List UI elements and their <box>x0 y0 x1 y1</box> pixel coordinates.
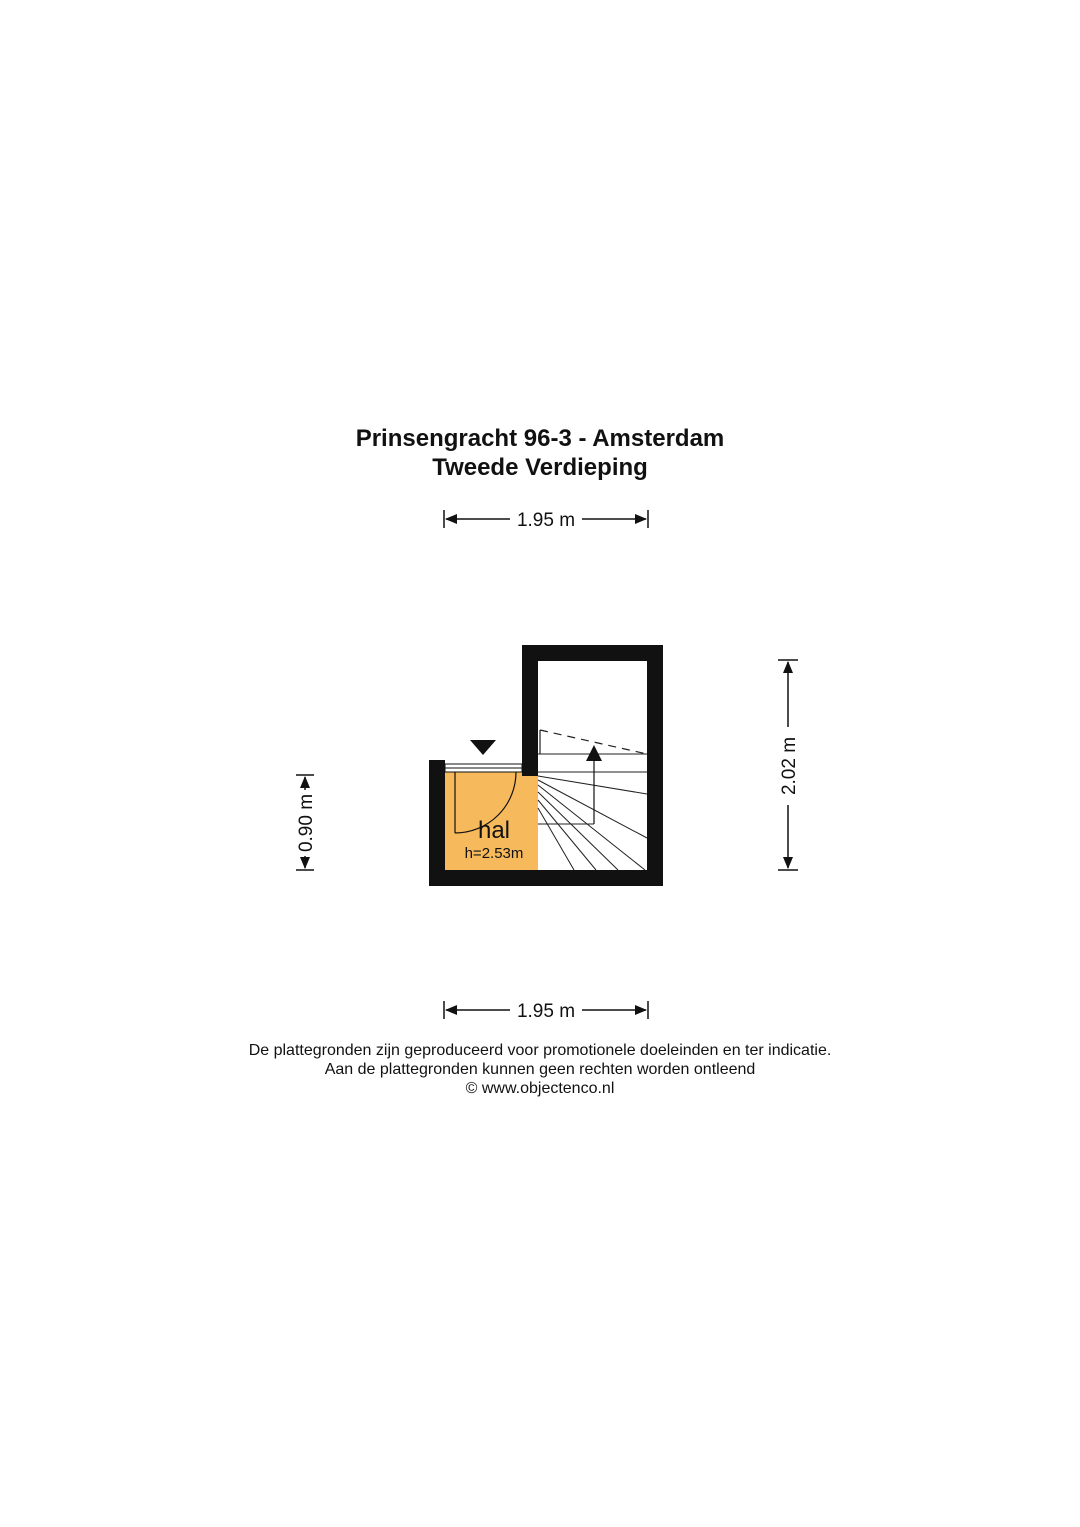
wall-right <box>647 645 663 886</box>
wall-partition <box>522 645 538 776</box>
dimension-left-label: 0.90 m <box>296 793 317 853</box>
room-hal-height: h=2.53m <box>464 845 524 862</box>
dimension-top-label: 1.95 m <box>516 510 576 531</box>
plan-title-floor: Tweede Verdieping <box>432 454 648 481</box>
dimension-left-height <box>296 775 317 870</box>
door-threshold <box>445 764 522 772</box>
plan-title-address: Prinsengracht 96-3 - Amsterdam <box>355 425 725 452</box>
dimension-bottom-width <box>444 1001 648 1022</box>
dimension-right-height <box>778 660 800 870</box>
entrance-marker-icon <box>470 740 496 755</box>
staircase-icon <box>538 754 647 870</box>
disclaimer-line-1: De plattegronden zijn geproduceerd voor promotionele doeleinden en ter indicatie. <box>248 1042 832 1059</box>
disclaimer-copyright: © www.objectenco.nl <box>465 1080 615 1097</box>
wall-bottom <box>429 870 663 886</box>
disclaimer-line-2: Aan de plattegronden kunnen geen rechten worden ontleend <box>324 1061 756 1078</box>
wall-left <box>429 760 445 886</box>
dimension-top-width <box>444 510 648 531</box>
wall-top <box>522 645 663 661</box>
dimension-right-label: 2.02 m <box>779 736 800 796</box>
dimension-bottom-label: 1.95 m <box>516 1001 576 1022</box>
room-hal-name: hal <box>477 817 511 844</box>
